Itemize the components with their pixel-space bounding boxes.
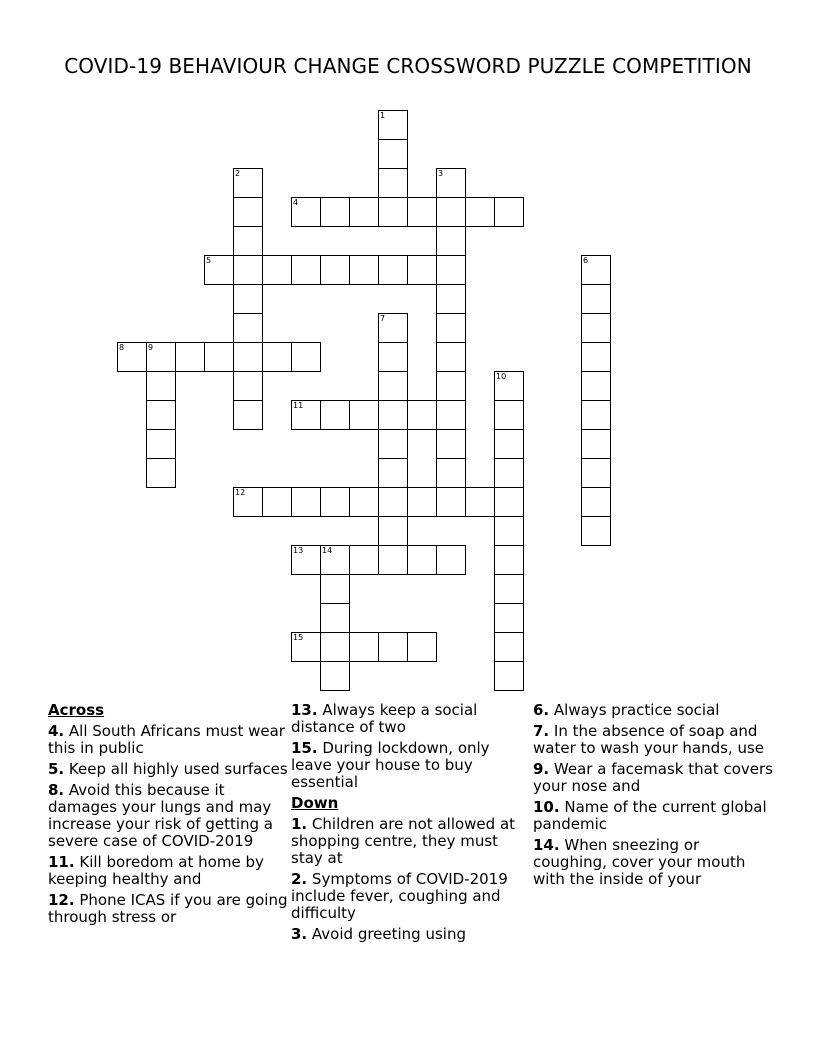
grid-cell[interactable] (436, 226, 466, 256)
grid-cell[interactable] (581, 516, 611, 546)
grid-cell[interactable] (378, 400, 408, 430)
clue-across-4: 4. All South Africans must wear this in public (48, 722, 285, 757)
grid-cell[interactable] (291, 255, 321, 285)
clue-number: 10 (496, 372, 507, 381)
grid-cell[interactable] (436, 313, 466, 343)
grid-cell[interactable] (378, 255, 408, 285)
grid-cell[interactable] (378, 632, 408, 662)
grid-cell[interactable] (436, 197, 466, 227)
grid-cell[interactable] (233, 168, 263, 198)
clue-across-5: 5. Keep all highly used surfaces (48, 760, 288, 778)
grid-cell[interactable] (407, 632, 437, 662)
grid-cell[interactable] (146, 371, 176, 401)
clue-down-3: 3. Avoid greeting using (291, 925, 466, 943)
clue-number: 4 (293, 198, 299, 207)
grid-cell[interactable] (581, 342, 611, 372)
clue-down-1: 1. Children are not allowed at shopping centre, they must stay at (291, 815, 516, 867)
grid-cell[interactable] (349, 400, 379, 430)
grid-cell[interactable] (349, 487, 379, 517)
clue-number: 3 (438, 169, 444, 178)
grid-cell[interactable] (320, 661, 350, 691)
grid-cell[interactable] (378, 371, 408, 401)
grid-cell[interactable] (436, 400, 466, 430)
grid-cell[interactable] (204, 255, 234, 285)
grid-cell[interactable] (349, 197, 379, 227)
grid-cell[interactable] (262, 342, 292, 372)
page-title: COVID-19 BEHAVIOUR CHANGE CROSSWORD PUZZLE COMPETITION (64, 54, 752, 78)
grid-cell[interactable] (378, 516, 408, 546)
grid-cell[interactable] (233, 313, 263, 343)
across-heading: Across (48, 701, 105, 719)
clue-down-9: 9. Wear a facemask that covers your nose and (533, 760, 773, 795)
grid-cell[interactable] (494, 371, 524, 401)
grid-cell[interactable] (407, 197, 437, 227)
grid-cell[interactable] (378, 342, 408, 372)
grid-cell[interactable] (320, 603, 350, 633)
grid-cell[interactable] (581, 400, 611, 430)
grid-cell[interactable] (581, 284, 611, 314)
clue-number: 14 (322, 546, 333, 555)
grid-cell[interactable] (320, 574, 350, 604)
grid-cell[interactable] (204, 342, 234, 372)
grid-cell[interactable] (233, 197, 263, 227)
grid-cell[interactable] (349, 545, 379, 575)
grid-cell[interactable] (494, 429, 524, 459)
grid-cell[interactable] (581, 429, 611, 459)
grid-cell[interactable] (146, 400, 176, 430)
clue-down-7: 7. In the absence of soap and water to wash your hands, use (533, 722, 765, 757)
grid-cell[interactable] (146, 458, 176, 488)
grid-cell[interactable] (320, 400, 350, 430)
clue-number: 13 (293, 546, 304, 555)
grid-cell[interactable] (320, 197, 350, 227)
grid-cell[interactable] (320, 545, 350, 575)
clues-column-2 (291, 702, 531, 947)
clue-number: 15 (293, 633, 304, 642)
grid-cell[interactable] (494, 632, 524, 662)
grid-cell[interactable] (436, 545, 466, 575)
grid-cell[interactable] (494, 545, 524, 575)
grid-cell[interactable] (436, 342, 466, 372)
grid-cell[interactable] (407, 400, 437, 430)
grid-cell[interactable] (436, 487, 466, 517)
grid-cell[interactable] (117, 342, 147, 372)
clue-number: 11 (293, 401, 304, 410)
clue-number: 12 (235, 488, 246, 497)
grid-cell[interactable] (378, 487, 408, 517)
grid-cell[interactable] (291, 400, 321, 430)
grid-cell[interactable] (465, 197, 495, 227)
clue-number: 9 (148, 343, 154, 352)
clue-down-10: 10. Name of the current global pandemic (533, 798, 767, 833)
grid-cell[interactable] (436, 255, 466, 285)
grid-cell[interactable] (465, 487, 495, 517)
grid-cell[interactable] (349, 255, 379, 285)
clue-across-13: 13. Always keep a social distance of two (291, 701, 478, 736)
grid-cell[interactable] (581, 255, 611, 285)
grid-cell[interactable] (407, 545, 437, 575)
grid-cell[interactable] (291, 487, 321, 517)
grid-cell[interactable] (436, 429, 466, 459)
grid-cell[interactable] (494, 574, 524, 604)
grid-cell[interactable] (378, 458, 408, 488)
grid-cell[interactable] (349, 632, 379, 662)
grid-cell[interactable] (291, 342, 321, 372)
grid-cell[interactable] (494, 197, 524, 227)
grid-cell[interactable] (233, 400, 263, 430)
grid-cell[interactable] (146, 342, 176, 372)
grid-cell[interactable] (407, 255, 437, 285)
grid-cell[interactable] (494, 516, 524, 546)
grid-cell[interactable] (291, 632, 321, 662)
clue-number: 5 (206, 256, 212, 265)
grid-cell[interactable] (494, 603, 524, 633)
grid-cell[interactable] (320, 632, 350, 662)
grid-cell[interactable] (581, 458, 611, 488)
clue-across-11: 11. Kill boredom at home by keeping healthy and (48, 853, 264, 888)
grid-cell[interactable] (378, 197, 408, 227)
grid-cell[interactable] (320, 487, 350, 517)
grid-cell[interactable] (581, 487, 611, 517)
grid-cell[interactable] (378, 139, 408, 169)
clue-number: 6 (583, 256, 589, 265)
grid-cell[interactable] (146, 429, 176, 459)
grid-cell[interactable] (436, 284, 466, 314)
clue-number: 2 (235, 169, 241, 178)
clue-number: 7 (380, 314, 386, 323)
grid-cell[interactable] (378, 168, 408, 198)
grid-cell[interactable] (233, 342, 263, 372)
grid-cell[interactable] (494, 661, 524, 691)
grid-cell[interactable] (378, 429, 408, 459)
grid-cell[interactable] (494, 400, 524, 430)
clue-number: 8 (119, 343, 125, 352)
grid-cell[interactable] (436, 458, 466, 488)
grid-cell[interactable] (378, 313, 408, 343)
grid-cell[interactable] (494, 458, 524, 488)
grid-cell[interactable] (407, 487, 437, 517)
clue-across-15: 15. During lockdown, only leave your house to buy essential (291, 739, 490, 791)
grid-cell[interactable] (262, 487, 292, 517)
grid-cell[interactable] (233, 226, 263, 256)
grid-cell[interactable] (291, 197, 321, 227)
grid-cell[interactable] (233, 284, 263, 314)
clues-column-1 (48, 702, 288, 930)
clue-across-12: 12. Phone ICAS if you are going through stress or (48, 891, 288, 926)
clue-down-14: 14. When sneezing or coughing, cover your mouth with the inside of your (533, 836, 746, 888)
grid-cell[interactable] (494, 487, 524, 517)
grid-cell[interactable] (436, 371, 466, 401)
grid-cell[interactable] (233, 487, 263, 517)
clue-down-6: 6. Always practice social (533, 701, 720, 719)
grid-cell[interactable] (436, 168, 466, 198)
grid-cell[interactable] (378, 545, 408, 575)
grid-cell[interactable] (233, 255, 263, 285)
grid-cell[interactable] (581, 371, 611, 401)
grid-cell[interactable] (320, 255, 350, 285)
grid-cell[interactable] (233, 371, 263, 401)
clue-down-2: 2. Symptoms of COVID-2019 include fever, coughing and difficulty (291, 870, 508, 922)
grid-cell[interactable] (262, 255, 292, 285)
clues-column-3 (533, 702, 773, 892)
grid-cell[interactable] (291, 545, 321, 575)
grid-cell[interactable] (378, 110, 408, 140)
down-heading: Down (291, 794, 339, 812)
clue-number: 1 (380, 111, 386, 120)
grid-cell[interactable] (175, 342, 205, 372)
grid-cell[interactable] (581, 313, 611, 343)
clue-across-8: 8. Avoid this because it damages your lungs and may increase your risk of getting a severe case of COVID-2019 (48, 781, 273, 850)
